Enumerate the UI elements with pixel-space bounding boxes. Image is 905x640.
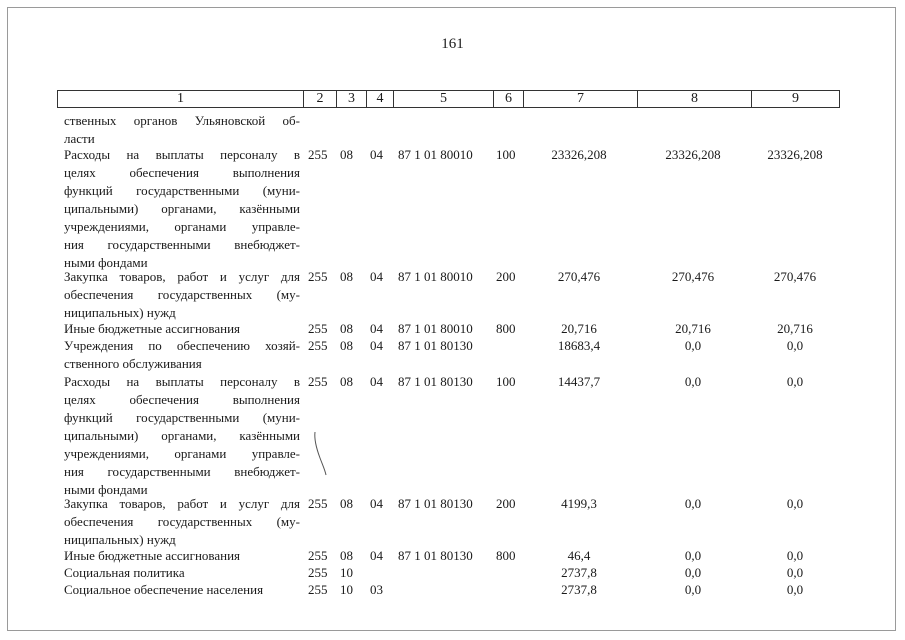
cell-section: 08 [340, 338, 353, 353]
page-number: 161 [441, 36, 464, 52]
header-col-2: 2 [303, 90, 337, 108]
cell-amount-7: 18683,4 [557, 338, 601, 353]
row-description-line: Социальная политика [64, 565, 185, 580]
cell-amount-9: 0,0 [786, 338, 804, 353]
cell-amount-8: 270,476 [671, 269, 715, 284]
row-description-line: функций государственными (муни- [64, 183, 300, 198]
row-description-line: Иные бюджетные ассигнования [64, 321, 241, 336]
cell-amount-7: 20,716 [561, 321, 597, 336]
row-description-line: обеспечения государственных (му- [64, 514, 300, 529]
row-description-line: ными фондами [64, 482, 148, 497]
cell-amount-9: 0,0 [786, 565, 804, 580]
cell-amount-9: 270,476 [773, 269, 817, 284]
cell-ved-code: 255 [308, 496, 328, 511]
row-description-line: ниципальных) нужд [64, 305, 176, 320]
cell-ved-code: 255 [308, 565, 328, 580]
cell-amount-8: 0,0 [684, 582, 702, 597]
cell-expense-type: 800 [496, 321, 516, 336]
row-description-line: ласти [64, 131, 95, 146]
cell-ved-code: 255 [308, 338, 328, 353]
header-col-5: 5 [393, 90, 494, 108]
row-description-line: ния государственными внебюджет- [64, 237, 300, 252]
cell-section: 10 [340, 565, 353, 580]
row-description-line: учреждениями, органами управле- [64, 219, 300, 234]
row-description-line: Учреждения по обеспечению хозяй- [64, 338, 300, 353]
cell-section: 10 [340, 582, 353, 597]
cell-amount-9: 0,0 [786, 374, 804, 389]
row-description-line: Иные бюджетные ассигнования [64, 548, 241, 563]
cell-amount-8: 0,0 [684, 565, 702, 580]
cell-amount-8: 0,0 [684, 338, 702, 353]
cell-target-article: 87 1 01 80130 [398, 496, 473, 511]
row-description-line: функций государственными (муни- [64, 410, 300, 425]
cell-amount-7: 2737,8 [561, 565, 597, 580]
cell-amount-9: 20,716 [777, 321, 813, 336]
cell-ved-code: 255 [308, 269, 328, 284]
cell-amount-9: 0,0 [786, 496, 804, 511]
cell-ved-code: 255 [308, 548, 328, 563]
cell-expense-type: 100 [496, 147, 516, 162]
cell-subsection: 03 [370, 582, 383, 597]
cell-section: 08 [340, 269, 353, 284]
row-description-line: ципальными) органами, казёнными [64, 201, 300, 216]
header-col-4: 4 [366, 90, 394, 108]
cell-amount-8: 20,716 [675, 321, 711, 336]
cell-amount-7: 2737,8 [561, 582, 597, 597]
cell-subsection: 04 [370, 548, 383, 563]
cell-subsection: 04 [370, 374, 383, 389]
cell-ved-code: 255 [308, 147, 328, 162]
row-description-line: ципальными) органами, казёнными [64, 428, 300, 443]
cell-amount-9: 0,0 [786, 548, 804, 563]
row-description-line: целях обеспечения выполнения [64, 392, 300, 407]
header-col-1: 1 [57, 90, 304, 108]
cell-section: 08 [340, 496, 353, 511]
row-description-line: ния государственными внебюджет- [64, 464, 300, 479]
header-col-9: 9 [751, 90, 840, 108]
cell-ved-code: 255 [308, 321, 328, 336]
cell-target-article: 87 1 01 80130 [398, 338, 473, 353]
row-description-line: Расходы на выплаты персоналу в [64, 147, 300, 162]
cell-ved-code: 255 [308, 582, 328, 597]
cell-section: 08 [340, 147, 353, 162]
cell-amount-9: 0,0 [786, 582, 804, 597]
cell-subsection: 04 [370, 338, 383, 353]
cell-amount-8: 0,0 [684, 374, 702, 389]
cell-amount-8: 0,0 [684, 548, 702, 563]
cell-expense-type: 200 [496, 269, 516, 284]
cell-target-article: 87 1 01 80010 [398, 147, 473, 162]
header-col-7: 7 [523, 90, 638, 108]
row-description-line: ственных органов Ульяновской об- [64, 113, 300, 128]
cell-amount-8: 0,0 [684, 496, 702, 511]
header-col-6: 6 [493, 90, 524, 108]
cell-subsection: 04 [370, 269, 383, 284]
cell-amount-7: 46,4 [567, 548, 591, 563]
cell-expense-type: 100 [496, 374, 516, 389]
cell-section: 08 [340, 321, 353, 336]
cell-subsection: 04 [370, 496, 383, 511]
header-col-8: 8 [637, 90, 752, 108]
cell-amount-7: 23326,208 [551, 147, 607, 162]
pen-mark [312, 430, 328, 476]
row-description-line: ственного обслуживания [64, 356, 202, 371]
cell-target-article: 87 1 01 80010 [398, 321, 473, 336]
row-description-line: Закупка товаров, работ и услуг для [64, 496, 300, 511]
cell-section: 08 [340, 374, 353, 389]
row-description-line: обеспечения государственных (му- [64, 287, 300, 302]
cell-amount-7: 270,476 [557, 269, 601, 284]
row-description-line: ниципальных) нужд [64, 532, 176, 547]
cell-expense-type: 200 [496, 496, 516, 511]
row-description-line: учреждениями, органами управле- [64, 446, 300, 461]
cell-subsection: 04 [370, 147, 383, 162]
cell-ved-code: 255 [308, 374, 328, 389]
cell-amount-8: 23326,208 [665, 147, 721, 162]
cell-target-article: 87 1 01 80010 [398, 269, 473, 284]
cell-target-article: 87 1 01 80130 [398, 374, 473, 389]
cell-target-article: 87 1 01 80130 [398, 548, 473, 563]
row-description-line: целях обеспечения выполнения [64, 165, 300, 180]
row-description-line: Расходы на выплаты персоналу в [64, 374, 300, 389]
cell-subsection: 04 [370, 321, 383, 336]
cell-section: 08 [340, 548, 353, 563]
cell-amount-7: 14437,7 [557, 374, 601, 389]
row-description-line: Закупка товаров, работ и услуг для [64, 269, 300, 284]
cell-amount-7: 4199,3 [561, 496, 597, 511]
header-col-3: 3 [336, 90, 367, 108]
row-description-line: Социальное обеспечение населения [64, 582, 264, 597]
cell-expense-type: 800 [496, 548, 516, 563]
cell-amount-9: 23326,208 [767, 147, 823, 162]
row-description-line: ными фондами [64, 255, 148, 270]
